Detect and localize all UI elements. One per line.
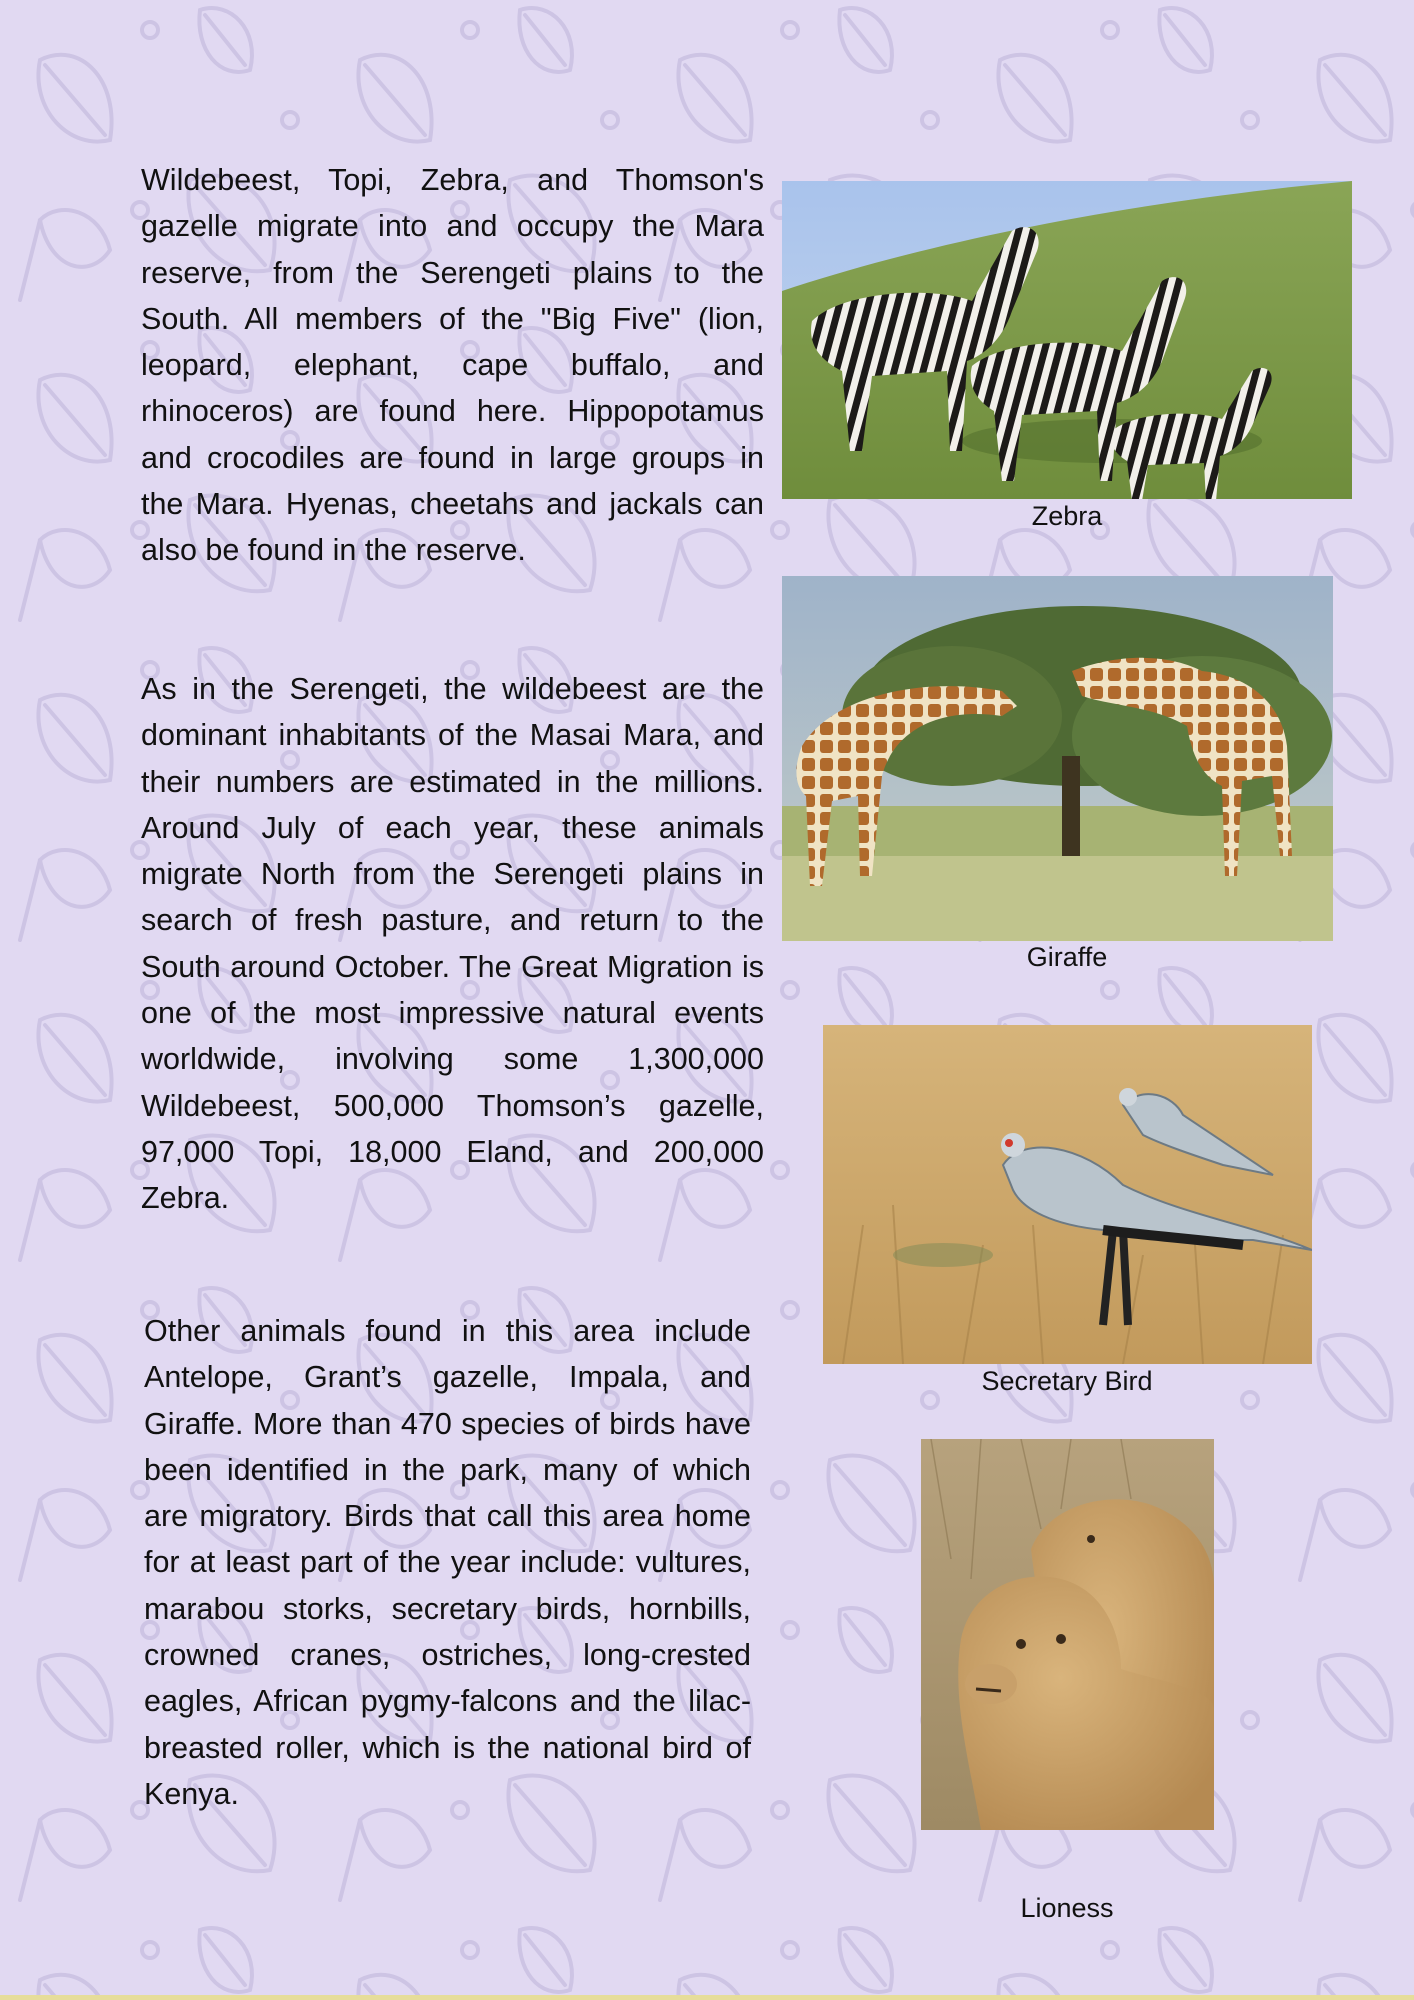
paragraph-other-animals-birds: Other animals found in this area include Antelope, Grant’s gazelle, Impala, and Giraffe. More than 470 species of birds have been identified in the park, many of which are migratory. Birds that call this area home for at least part of the year include: vultures, marabou storks, secretary birds, hornbills, crowned cranes, ostriches, long-crested eagles, African pygmy-falcons and the lilac-breasted roller, which is the national bird of Kenya. [144, 1314, 751, 1811]
secretary-bird-caption: Secretary Bird [981, 1366, 1153, 1396]
giraffe-photo [782, 576, 1333, 941]
zebra-photo [782, 181, 1352, 499]
zebra-caption: Zebra [1031, 501, 1103, 531]
paragraph-wildlife-overview: Wildebeest, Topi, Zebra, and Thomson's gazelle migrate into and occupy the Mara reserve, from the Serengeti plains to the South. All members of the "Big Five" (lion, leopard, elephant, cape buffalo, and rhinoceros) are found here. Hippopotamus and crocodiles are found in large groups in the Mara. Hyenas, cheetahs and jackals can also be found in the reserve. [141, 163, 764, 568]
bottom-edge-strip [0, 1995, 1414, 2000]
giraffe-caption: Giraffe [1026, 942, 1108, 972]
secretary-bird-photo [823, 1025, 1312, 1364]
lioness-caption: Lioness [1020, 1893, 1114, 1923]
paragraph-great-migration: As in the Serengeti, the wildebeest are the dominant inhabitants of the Masai Mara, and their numbers are estimated in the millions. Around July of each year, these animals migrate North from the Serengeti plains in search of fresh pasture, and return to the South around October. The Great Migration is one of the most impressive natural events worldwide, involving some 1,300,000 Wildebeest, 500,000 Thomson’s gazelle, 97,000 Topi, 18,000 Eland, and 200,000 Zebra. [141, 672, 764, 1216]
lioness-photo [921, 1439, 1214, 1830]
